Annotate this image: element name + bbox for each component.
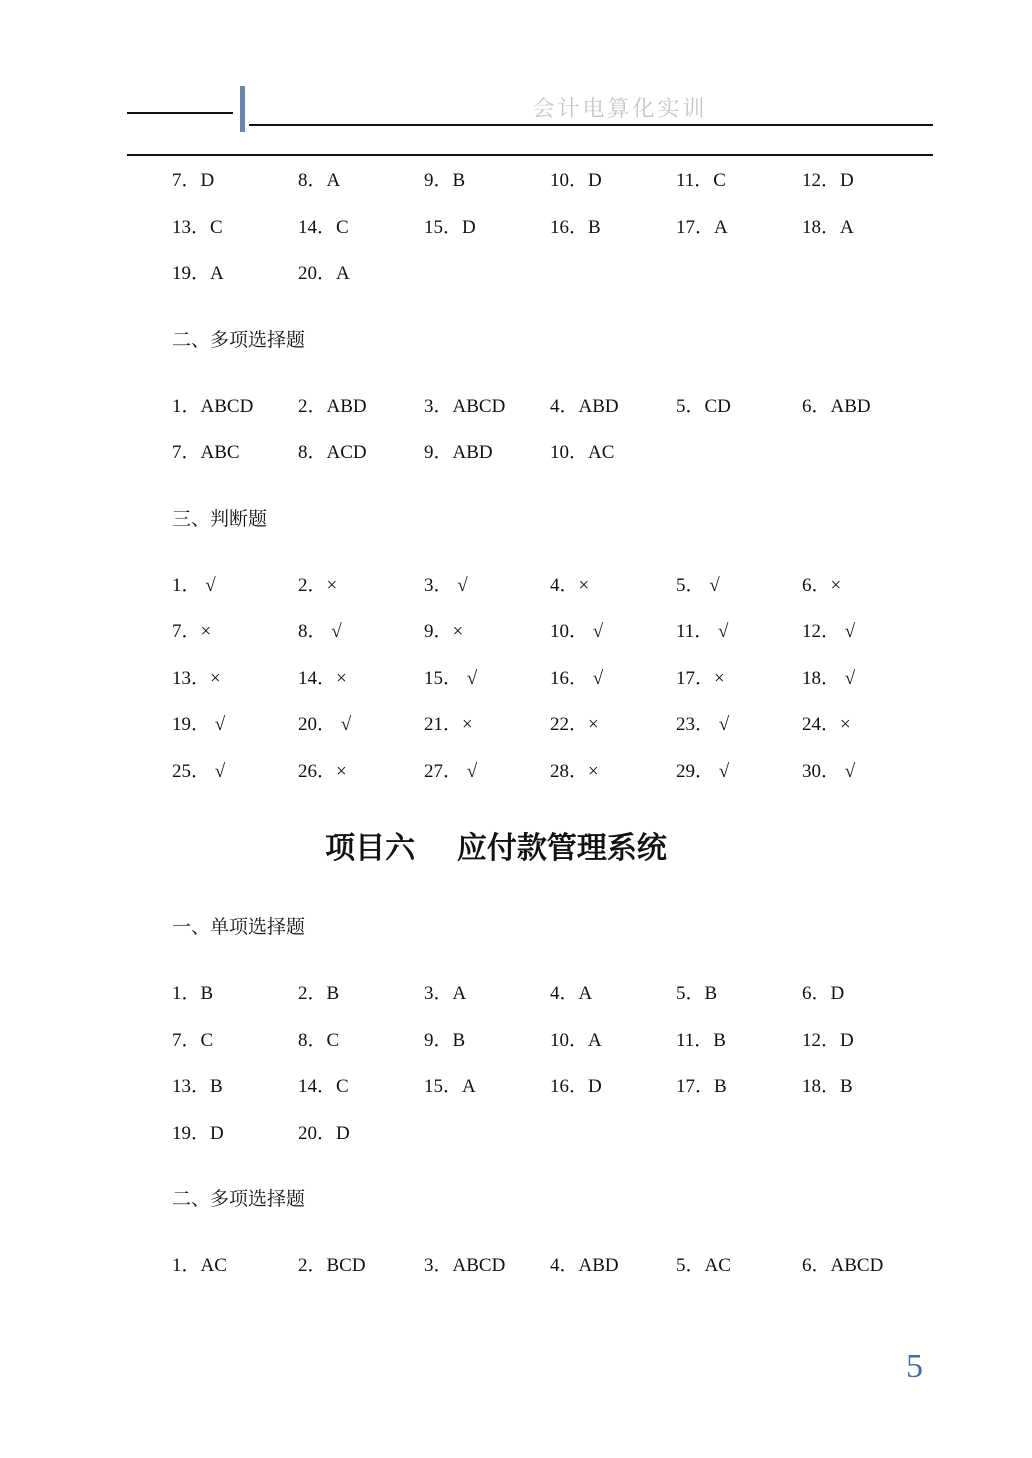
answer-item: 13．× <box>172 667 221 689</box>
answer-item: 17．A <box>676 216 728 238</box>
answer-item: 12．D <box>802 170 854 191</box>
answer-item: 20． √ <box>298 714 352 735</box>
header-rule <box>249 124 933 126</box>
answer-item: 2．× <box>298 574 338 596</box>
answer-item: 6．ABD <box>802 395 871 417</box>
answer-item: 10．D <box>550 170 602 191</box>
answer-item: 11．B <box>676 1029 726 1051</box>
answers-block-4 <box>172 979 932 1165</box>
answer-item: 19．D <box>172 1122 224 1144</box>
answer-item: 6．× <box>802 574 842 596</box>
answer-item: 15．D <box>424 216 476 238</box>
answer-item: 1．B <box>172 983 214 1004</box>
answer-item: 6．D <box>802 983 845 1004</box>
answer-item: 19．A <box>172 263 224 284</box>
answers-block-5 <box>172 1251 932 1298</box>
answer-item: 23． √ <box>676 714 730 735</box>
answer-item: 20．A <box>298 263 350 284</box>
answer-item: 4．ABD <box>550 395 619 417</box>
answer-item: 4．ABD <box>550 1255 619 1276</box>
answers-block-3 <box>172 571 932 804</box>
answer-item: 7．D <box>172 170 215 191</box>
header-separator <box>127 154 933 156</box>
answer-item: 9．B <box>424 170 466 191</box>
header-title: 会计电算化实训 <box>532 97 708 122</box>
answer-item: 12．D <box>802 1029 854 1051</box>
answer-item: 3．ABCD <box>424 1255 506 1276</box>
answer-item: 7．ABC <box>172 442 240 463</box>
page-content <box>172 166 932 1298</box>
answer-item: 25． √ <box>172 760 226 782</box>
answer-item: 3．A <box>424 983 467 1004</box>
answer-item: 11． √ <box>676 621 729 642</box>
answer-item: 24．× <box>802 714 851 735</box>
answer-item: 28．× <box>550 760 599 782</box>
section-heading-multiple-choice: 二、多项选择题 <box>172 328 306 351</box>
answer-item: 9．ABD <box>424 442 493 463</box>
answer-item: 5．CD <box>676 395 731 417</box>
answer-item: 2．B <box>298 983 340 1004</box>
answer-item: 16．B <box>550 216 601 238</box>
answer-item: 13．C <box>172 216 223 238</box>
section-heading-multiple-choice-2: 二、多项选择题 <box>172 1188 306 1210</box>
answer-item: 6．ABCD <box>802 1255 884 1276</box>
answer-item: 16．D <box>550 1076 602 1097</box>
answer-item: 1．AC <box>172 1255 227 1276</box>
answer-item: 8．A <box>298 170 341 191</box>
answer-item: 8． √ <box>298 621 342 642</box>
answer-item: 5．B <box>676 983 718 1004</box>
answer-item: 2．ABD <box>298 395 367 417</box>
section-heading-true-false: 三、判断题 <box>172 507 268 530</box>
project-title: 项目六 应付款管理系统 <box>325 831 667 866</box>
answer-item: 11．C <box>676 170 726 191</box>
answer-item: 7．C <box>172 1029 214 1051</box>
answer-item: 27． √ <box>424 760 478 782</box>
answer-item: 30． √ <box>802 760 856 782</box>
answers-block-1 <box>172 166 932 306</box>
answer-item: 9．B <box>424 1029 466 1051</box>
page-number: 5 <box>906 1348 923 1385</box>
answer-item: 29． √ <box>676 760 730 782</box>
answer-item: 4．× <box>550 574 590 596</box>
header-accent-bar <box>240 86 245 132</box>
answer-item: 10．A <box>550 1029 602 1051</box>
answer-item: 18． √ <box>802 667 856 689</box>
answer-item: 16． √ <box>550 667 604 689</box>
answer-item: 8．ACD <box>298 442 367 463</box>
answer-item: 7．× <box>172 621 212 642</box>
header-left-rule <box>127 112 233 114</box>
answer-item: 15．A <box>424 1076 476 1097</box>
answer-item: 22．× <box>550 714 599 735</box>
answer-item: 10． √ <box>550 621 604 642</box>
answer-item: 14．C <box>298 1076 349 1097</box>
answer-item: 21．× <box>424 714 473 735</box>
section-heading-single-choice: 一、单项选择题 <box>172 916 306 938</box>
answer-item: 15． √ <box>424 667 478 689</box>
answer-item: 18．A <box>802 216 854 238</box>
answer-item: 1．ABCD <box>172 395 254 417</box>
answer-item: 8．C <box>298 1029 340 1051</box>
answer-item: 13．B <box>172 1076 223 1097</box>
answer-item: 10．AC <box>550 442 615 463</box>
answer-item: 14．× <box>298 667 347 689</box>
answer-item: 14．C <box>298 216 349 238</box>
answer-item: 2．BCD <box>298 1255 366 1276</box>
answer-item: 1． √ <box>172 574 216 596</box>
answer-item: 12． √ <box>802 621 856 642</box>
answer-item: 19． √ <box>172 714 226 735</box>
answer-item: 17．× <box>676 667 725 689</box>
answer-item: 17．B <box>676 1076 727 1097</box>
answer-item: 20．D <box>298 1122 350 1144</box>
answer-item: 4．A <box>550 983 593 1004</box>
answers-block-2 <box>172 392 932 485</box>
answer-item: 5．AC <box>676 1255 731 1276</box>
answer-item: 26．× <box>298 760 347 782</box>
answer-item: 3．ABCD <box>424 395 506 417</box>
answer-item: 9．× <box>424 621 464 642</box>
answer-item: 5． √ <box>676 574 720 596</box>
answer-item: 18．B <box>802 1076 853 1097</box>
answer-item: 3． √ <box>424 574 468 596</box>
